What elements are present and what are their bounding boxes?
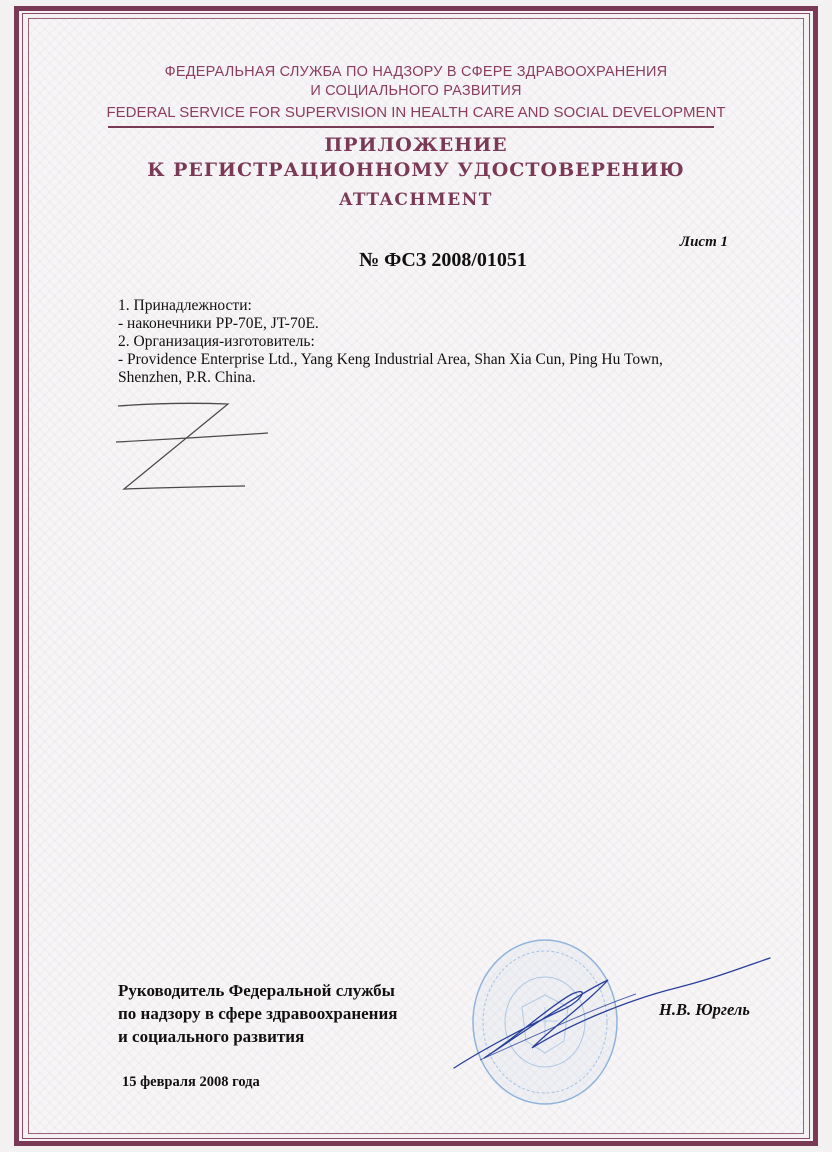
body-line: 1. Принадлежности: — [118, 297, 252, 314]
body-text — [118, 297, 738, 387]
z-strike-mark — [112, 398, 272, 494]
sheet-label: Лист 1 — [679, 234, 728, 250]
signatory-title-line1: Руководитель Федеральной службы — [118, 981, 395, 1000]
header-en-line: FEDERAL SERVICE FOR SUPERVISION IN HEALTH CARE AND SOCIAL DEVELOPMENT — [106, 104, 726, 121]
title-line1: ПРИЛОЖЕНИЕ — [324, 134, 508, 156]
header-ru-line2: И СОЦИАЛЬНОГО РАЗВИТИЯ — [310, 83, 522, 99]
header-ru-line1: ФЕДЕРАЛЬНАЯ СЛУЖБА ПО НАДЗОРУ В СФЕРЕ ЗДРАВООХРАНЕНИЯ — [164, 64, 668, 80]
body-line: Shenzhen, P.R. China. — [118, 369, 256, 386]
header-divider — [108, 126, 714, 128]
signatory-title-line3: и социального развития — [118, 1027, 305, 1046]
title-line2: К РЕГИСТРАЦИОННОМУ УДОСТОВЕРЕНИЮ — [147, 159, 685, 181]
signatory-title — [118, 979, 397, 1048]
title-line3: ATTACHMENT — [339, 190, 493, 210]
body-line: - Providence Enterprise Ltd., Yang Keng Industrial Area, Shan Xia Cun, Ping Hu Town, — [118, 351, 663, 368]
body-line: - наконечники PP-70E, JT-70E. — [118, 315, 319, 332]
issue-date: 15 февраля 2008 года — [122, 1074, 260, 1090]
body-line: 2. Организация-изготовитель: — [118, 333, 315, 350]
signatory-name: Н.В. Юргель — [659, 1000, 750, 1019]
signatory-title-line2: по надзору в сфере здравоохранения — [118, 1004, 398, 1023]
registration-number: № ФСЗ 2008/01051 — [359, 249, 527, 271]
